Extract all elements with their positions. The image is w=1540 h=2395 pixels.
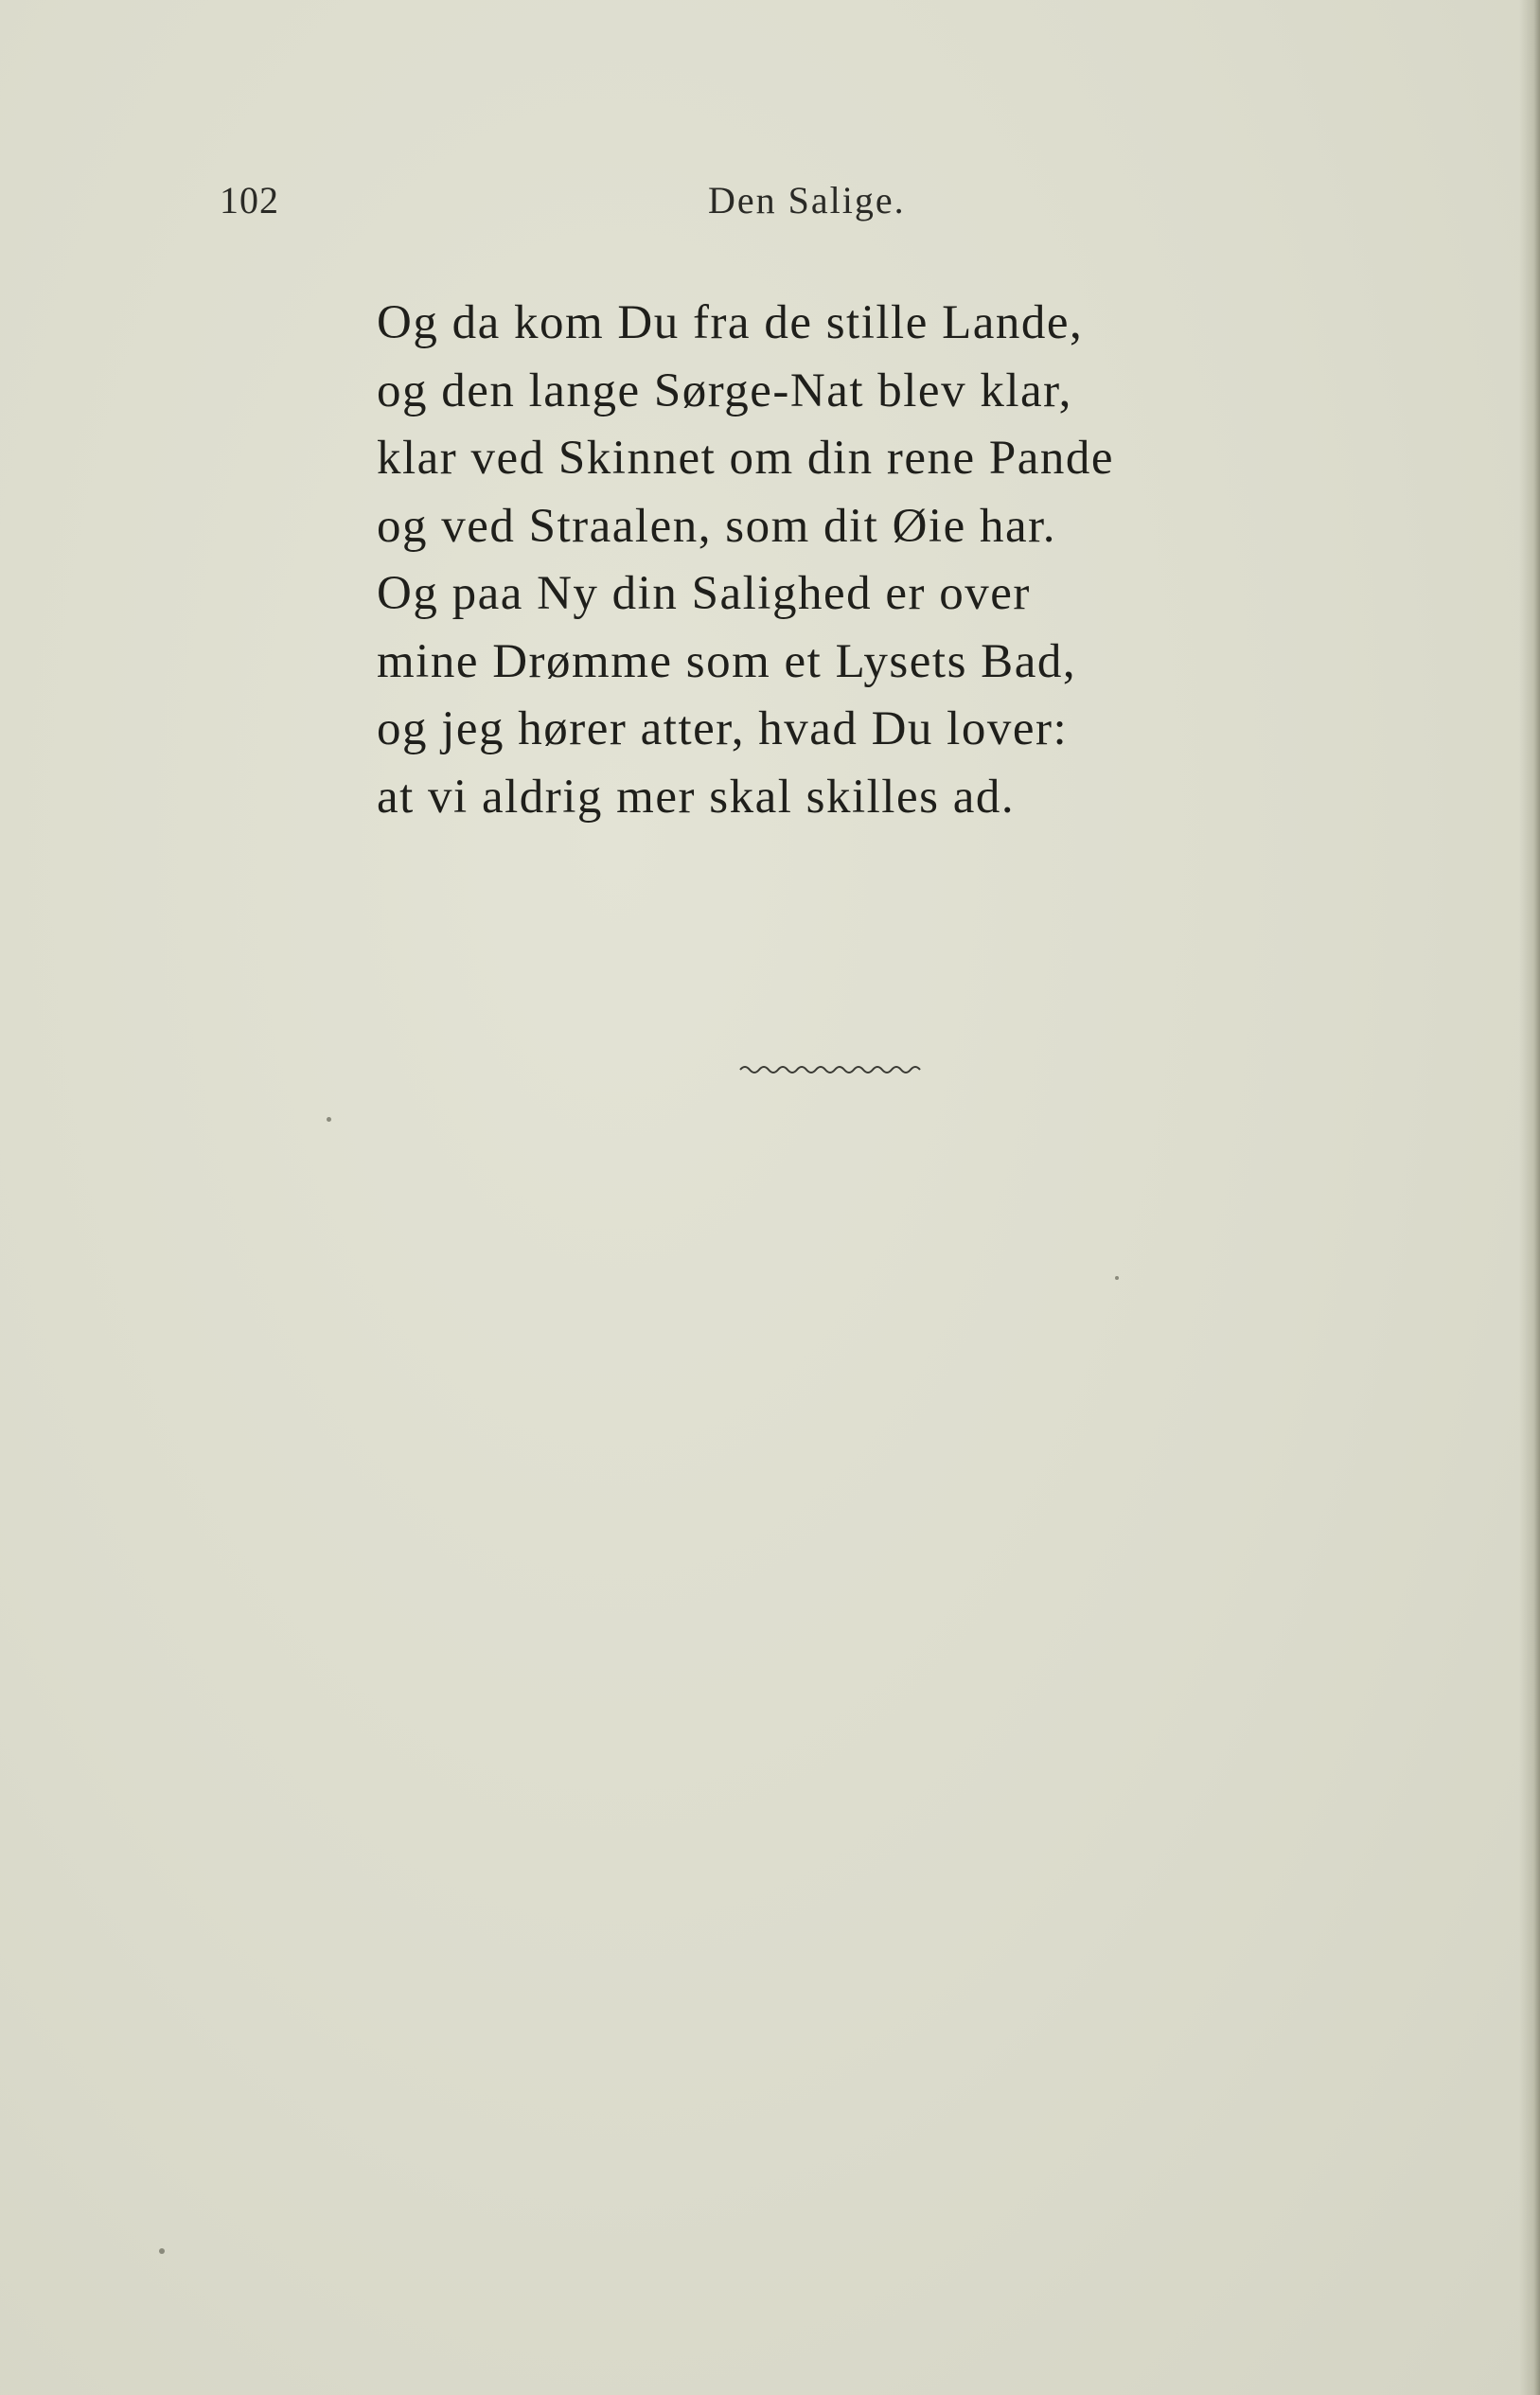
paper-speck bbox=[1115, 1276, 1119, 1280]
poem-line: og ved Straalen, som dit Øie har. bbox=[377, 499, 1057, 553]
poem-line: Og paa Ny din Salighed er over bbox=[377, 567, 1031, 620]
poem-stanza bbox=[377, 290, 1323, 831]
page-number: 102 bbox=[220, 179, 279, 222]
poem-line: at vi aldrig mer skal skilles ad. bbox=[377, 770, 1016, 824]
poem-line: og den lange Sørge-Nat blev klar, bbox=[377, 364, 1072, 417]
running-title: Den Salige. bbox=[708, 179, 906, 222]
poem-line: Og da kom Du fra de stille Lande, bbox=[377, 296, 1084, 349]
poem-line: og jeg hører atter, hvad Du lover: bbox=[377, 702, 1069, 755]
page-edge-shadow bbox=[1519, 0, 1540, 2395]
poem-line: mine Drømme som et Lysets Bad, bbox=[377, 634, 1077, 688]
paper-speck bbox=[327, 1117, 331, 1122]
poem-line: klar ved Skinnet om din rene Pande bbox=[377, 432, 1114, 485]
paper-speck bbox=[159, 2248, 165, 2254]
wavy-rule-ornament-icon bbox=[738, 1062, 928, 1075]
